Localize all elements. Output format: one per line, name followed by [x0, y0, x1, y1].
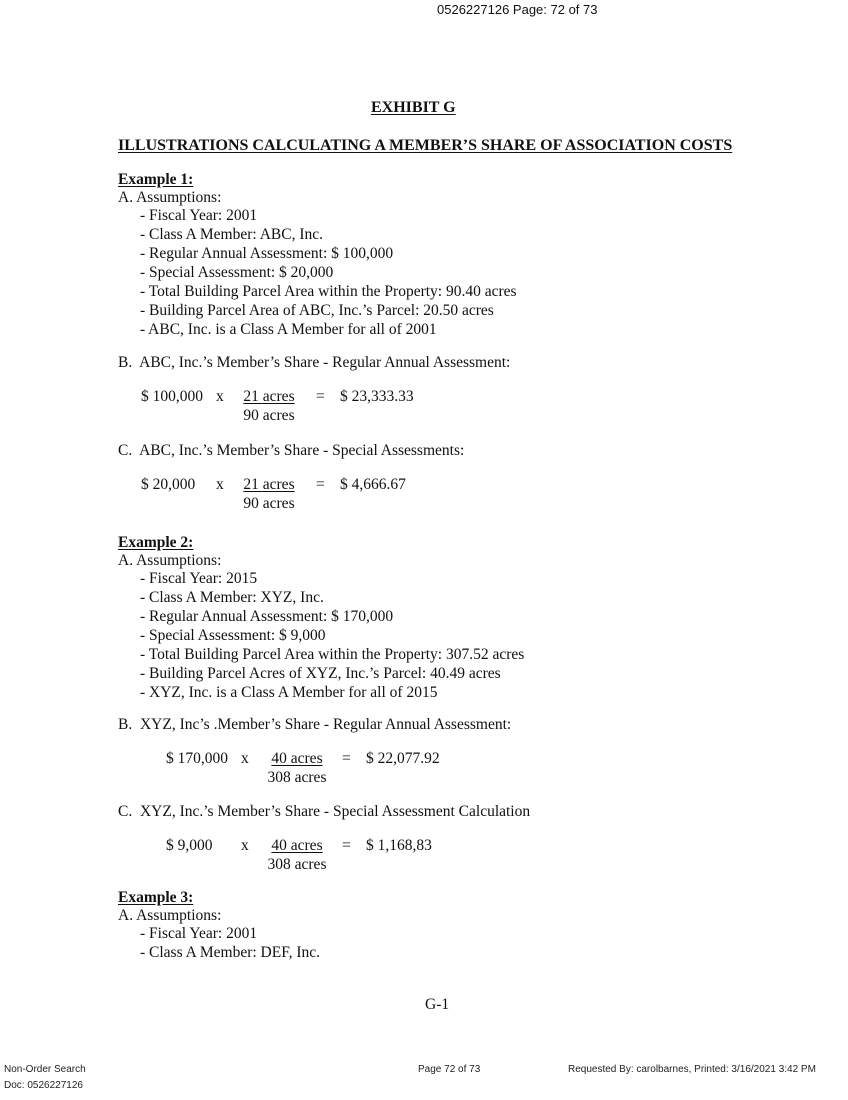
section-label: C.: [118, 442, 133, 459]
list-item: - Fiscal Year: 2015: [140, 570, 258, 587]
calc-amount: $ 20,000: [141, 476, 196, 493]
list-item: - Fiscal Year: 2001: [140, 207, 258, 224]
example-1-section-c: [118, 441, 464, 460]
calc-result: $ 4,666.67: [340, 476, 406, 493]
calc-denominator: 90 acres: [243, 495, 295, 512]
calc-numerator: 21 acres: [243, 388, 295, 405]
calc-times: x: [241, 750, 249, 767]
list-item: - Class A Member: ABC, Inc.: [140, 226, 323, 243]
calc-fraction: [262, 836, 332, 874]
example-3-section-a: [118, 906, 221, 925]
calc-fraction: [238, 387, 300, 425]
calc-times: x: [216, 388, 224, 405]
list-item: - Class A Member: XYZ, Inc.: [140, 589, 324, 606]
section-title: XYZ, Inc.’s Member’s Share - Special Assessment Calculation: [139, 803, 531, 820]
calc-times: x: [241, 837, 249, 854]
list-item: - Special Assessment: $ 9,000: [140, 627, 326, 644]
footer-page-number: Page 72 of 73: [418, 1064, 481, 1075]
footer-requested-by: Requested By: carolbarnes, Printed: 3/16/2021 3:42 PM: [568, 1064, 816, 1075]
section-label: A.: [118, 552, 134, 569]
example-3-heading: Example 3:: [118, 889, 194, 906]
calc-equals: =: [342, 837, 351, 854]
calc-amount: $ 100,000: [141, 388, 203, 405]
section-title: Assumptions:: [136, 907, 222, 924]
section-label: A.: [118, 907, 134, 924]
page-label: G-1: [425, 996, 450, 1013]
section-title: ABC, Inc.’s Member’s Share - Regular Annual Assessment:: [139, 354, 511, 371]
calc-result: $ 22,077.92: [366, 750, 440, 767]
list-item: - Building Parcel Area of ABC, Inc.’s Parcel: 20.50 acres: [140, 302, 494, 319]
calc-amount: $ 9,000: [166, 837, 213, 854]
calc-denominator: 90 acres: [243, 407, 295, 424]
example-3-assumptions: [140, 924, 320, 962]
footer-doc-number: Doc: 0526227126: [4, 1080, 83, 1091]
calc-fraction: [238, 475, 300, 513]
exhibit-title: EXHIBIT G: [371, 99, 456, 116]
calc-equals: =: [316, 476, 325, 493]
list-item: - Regular Annual Assessment: $ 170,000: [140, 608, 394, 625]
example-2-assumptions: [140, 569, 524, 702]
section-label: A.: [118, 189, 134, 206]
example-2-section-b: [118, 715, 511, 734]
section-title: XYZ, Inc’s .Member’s Share - Regular Annual Assessment:: [139, 716, 512, 733]
footer-search-type: Non-Order Search: [4, 1064, 86, 1075]
calc-equals: =: [316, 388, 325, 405]
section-label: B.: [118, 716, 133, 733]
example-1-heading: Example 1:: [118, 171, 194, 188]
example-1-assumptions: [140, 206, 517, 339]
example-2-section-c: [118, 802, 530, 821]
list-item: - Class A Member: DEF, Inc.: [140, 944, 321, 961]
document-stamp: 0526227126 Page: 72 of 73: [437, 2, 598, 17]
example-1-section-a: [118, 188, 221, 207]
calc-result: $ 23,333.33: [340, 388, 414, 405]
list-item: - Regular Annual Assessment: $ 100,000: [140, 245, 394, 262]
calc-amount: $ 170,000: [166, 750, 228, 767]
list-item: - Special Assessment: $ 20,000: [140, 264, 334, 281]
section-label: C.: [118, 803, 133, 820]
section-title: Assumptions:: [136, 189, 222, 206]
example-2-section-a: [118, 551, 221, 570]
section-label: B.: [118, 354, 133, 371]
list-item: - ABC, Inc. is a Class A Member for all of 2001: [140, 321, 437, 338]
list-item: - Total Building Parcel Area within the Property: 90.40 acres: [140, 283, 517, 300]
example-2-heading: Example 2:: [118, 534, 194, 551]
example-1-section-b: [118, 353, 510, 372]
exhibit-subtitle: ILLUSTRATIONS CALCULATING A MEMBER’S SHARE OF ASSOCIATION COSTS: [118, 137, 733, 154]
list-item: - Building Parcel Acres of XYZ, Inc.’s Parcel: 40.49 acres: [140, 665, 501, 682]
list-item: - Fiscal Year: 2001: [140, 925, 258, 942]
calc-numerator: 40 acres: [271, 837, 323, 854]
calc-result: $ 1,168,83: [366, 837, 432, 854]
calc-equals: =: [342, 750, 351, 767]
section-title: ABC, Inc.’s Member’s Share - Special Assessments:: [139, 442, 465, 459]
calc-fraction: [262, 749, 332, 787]
list-item: - XYZ, Inc. is a Class A Member for all of 2015: [140, 684, 438, 701]
calc-times: x: [216, 476, 224, 493]
calc-numerator: 21 acres: [243, 476, 295, 493]
calc-denominator: 308 acres: [267, 856, 327, 873]
calc-numerator: 40 acres: [271, 750, 323, 767]
calc-denominator: 308 acres: [267, 769, 327, 786]
section-title: Assumptions:: [136, 552, 222, 569]
list-item: - Total Building Parcel Area within the Property: 307.52 acres: [140, 646, 525, 663]
